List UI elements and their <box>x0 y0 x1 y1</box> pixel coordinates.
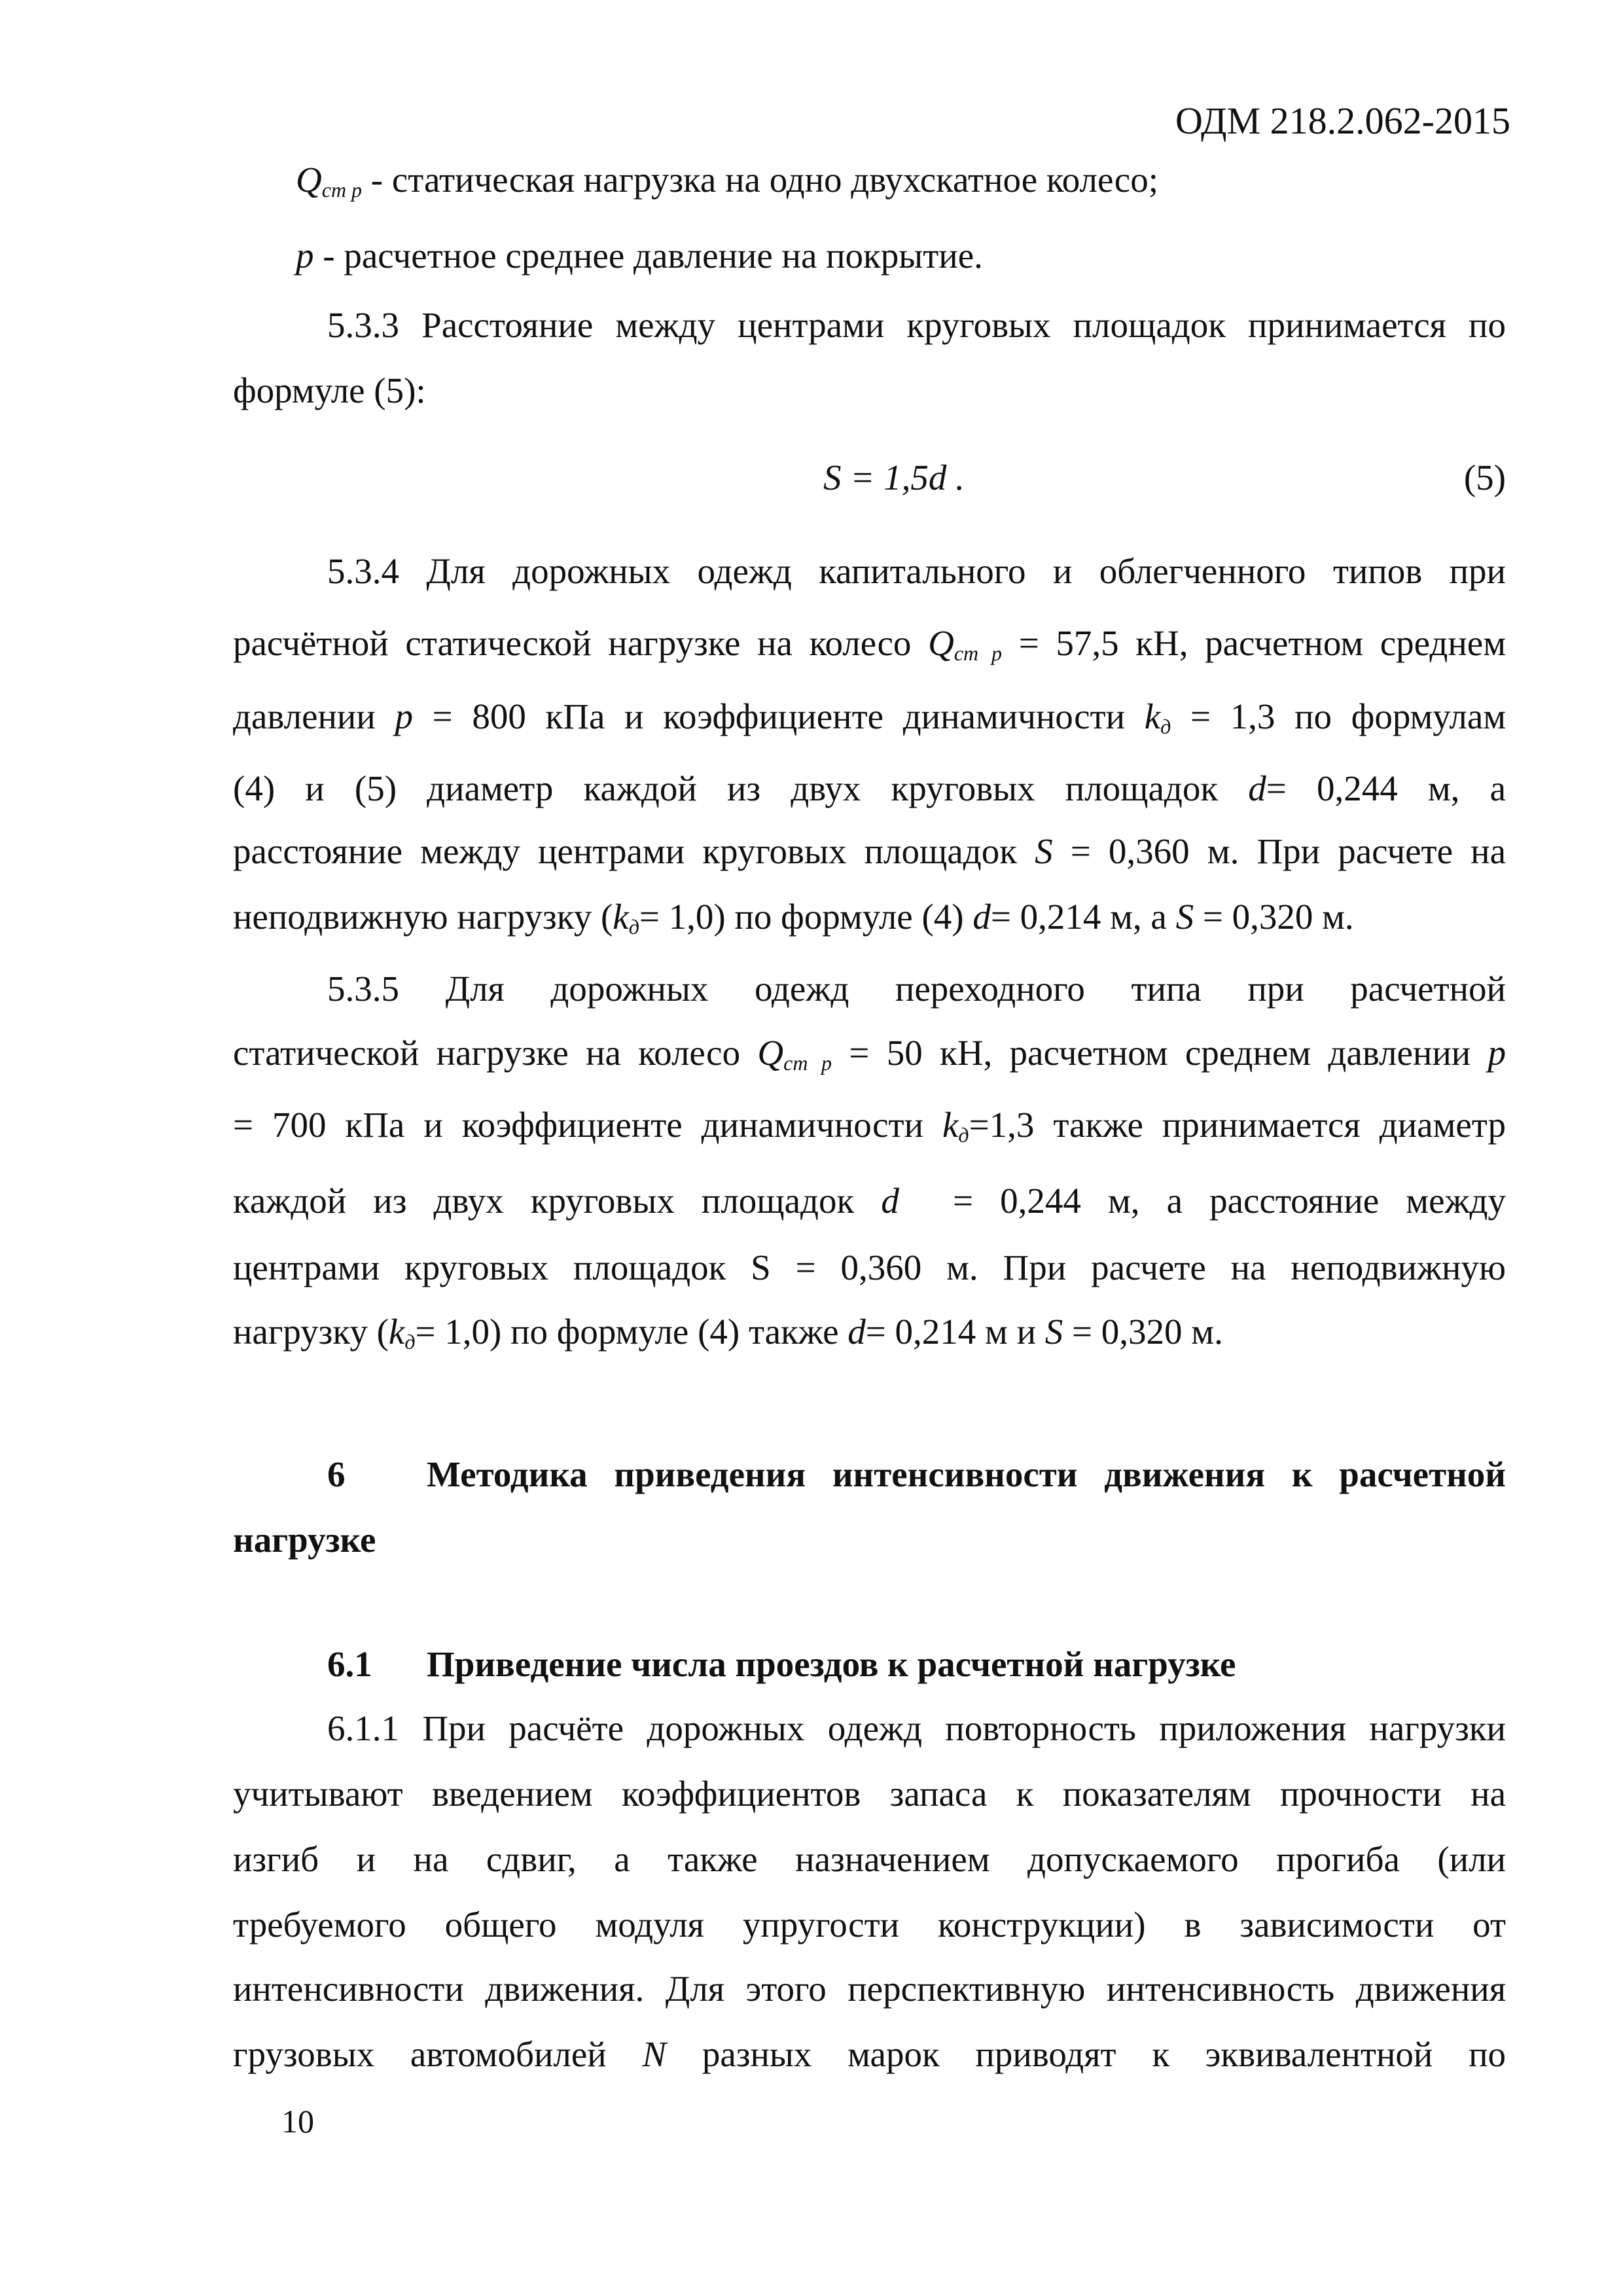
p-symbol: p <box>296 236 314 276</box>
para-535-line-5: центрами круговых площадок S = 0,360 м. При расчете на неподвижную <box>233 1247 1506 1287</box>
s-symbol: S <box>1044 1312 1063 1352</box>
k-symbol: k <box>388 1312 405 1352</box>
para-534-line-6: неподвижную нагрузку $(k_д= 1,0)$ по формуле (4) d= 0,214 м, а S = 0,320 м. <box>233 897 1354 939</box>
para-535-line-1: 5.3.5 Для дорожных одежд переходного типа при расчетной <box>327 969 1506 1009</box>
para-534-line-4: (4) и (5) диаметр каждой из двух круговых площадок d= 0,244 м, а <box>233 768 1507 808</box>
formula-5-number: (5) <box>1463 457 1506 497</box>
section-6-number: 6 <box>327 1454 346 1494</box>
document-code: ОДМ 218.2.062-2015 <box>1175 99 1510 142</box>
para-535-line-2: статической нагрузке на колесо $Q_{ст р} = 50$ кН, расчетном среднем давлении p <box>233 1033 1507 1075</box>
d-symbol: d <box>1248 768 1266 808</box>
d-symbol: d <box>847 1312 866 1352</box>
section-61-title: Приведение числа проездов к расчетной нагрузке <box>427 1644 1236 1684</box>
para-611-line-5: интенсивности движения. Для этого перспективную интенсивность движения <box>233 1969 1506 2009</box>
p-symbol: p <box>1488 1033 1507 1073</box>
q-symbol: Q <box>928 623 954 663</box>
k-symbol: k <box>613 897 629 937</box>
q-subscript: ст р <box>321 178 363 202</box>
definition-p-text: - расчетное среднее давление на покрытие. <box>313 236 983 276</box>
section-6-title-line-2: нагрузке <box>233 1520 376 1560</box>
d-symbol: d <box>972 897 991 937</box>
q-symbol: Q <box>757 1033 784 1073</box>
definition-q <box>296 157 1569 213</box>
formula-5: S = 1,5d . <box>823 457 965 497</box>
page-number: 10 <box>281 2103 314 2140</box>
q-symbol: Q <box>296 160 322 200</box>
para-611-line-3: изгиб и на сдвиг, а также назначением допускаемого прогиба (или <box>233 1839 1506 1879</box>
para-533-line-2: формуле (5): <box>233 370 426 410</box>
s-symbol: S <box>1035 831 1053 871</box>
para-535-line-4: каждой из двух круговых площадок d = 0,244 м, а расстояние между <box>233 1181 1507 1221</box>
para-534-line-2: расчётной статической нагрузке на колесо $Q_{ст р} = 57,5$ кН, расчетном среднем <box>233 623 1507 665</box>
n-symbol: N <box>642 2034 667 2074</box>
section-6-title-line-1: Методика приведения интенсивности движения к расчетной <box>427 1454 1506 1494</box>
para-534-line-1: 5.3.4 Для дорожных одежд капитального и облегченного типов при <box>327 551 1506 591</box>
definition-p <box>296 233 1569 279</box>
para-533-line-1: 5.3.3 Расстояние между центрами круговых площадок принимается по <box>327 305 1506 345</box>
k-symbol: k <box>1144 696 1161 736</box>
para-535-line-6: нагрузку $(k_д= 1,0)$ по формуле (4) также d= 0,214 м и S = 0,320 м. <box>233 1312 1223 1354</box>
s-symbol: S <box>1175 897 1194 937</box>
d-symbol: d <box>881 1181 899 1221</box>
para-535-line-3: = 700 кПа и коэффициенте динамичности $k_д=1,3$ также принимается диаметр <box>233 1105 1506 1147</box>
section-61-number: 6.1 <box>327 1644 372 1684</box>
k-symbol: k <box>942 1105 959 1145</box>
para-534-line-5: расстояние между центрами круговых площадок S = 0,360 м. При расчете на <box>233 831 1506 871</box>
para-611-line-6: грузовых автомобилей N разных марок приводят к эквивалентной по <box>233 2034 1507 2074</box>
p-symbol: p <box>395 696 413 736</box>
para-534-line-3: давлении p = 800 кПа и коэффициенте динамичности $k_д = 1,3$ по формулам <box>233 696 1507 738</box>
para-611-line-1: 6.1.1 При расчёте дорожных одежд повторность приложения нагрузки <box>327 1708 1506 1748</box>
para-611-line-4: требуемого общего модуля упругости конструкции) в зависимости от <box>233 1905 1506 1945</box>
para-611-line-2: учитывают введением коэффициентов запаса к показателям прочности на <box>233 1774 1506 1814</box>
definition-q-text: - статическая нагрузка на одно двухскатное колесо; <box>362 160 1158 200</box>
